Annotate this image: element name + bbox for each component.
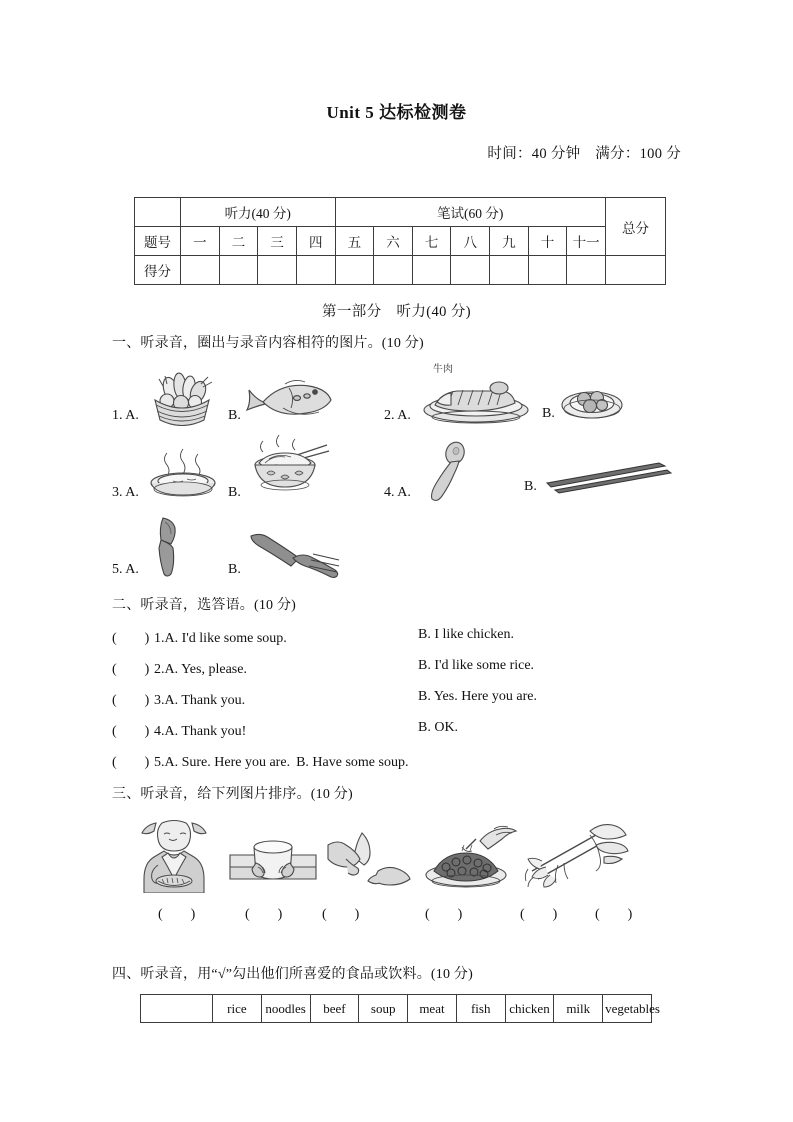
score-table-qnum-3: 三 (258, 227, 297, 256)
beef-plate-icon (415, 364, 537, 426)
q1-item-5-label-a: 5. A. (112, 562, 139, 577)
food-col-vegetables: vegetables (603, 995, 652, 1023)
soup-bowl-icon (143, 445, 223, 503)
q1-item-2-option-b[interactable] (542, 380, 625, 424)
score-cell-3[interactable] (258, 256, 297, 285)
q1-item-4-label-a: 4. A. (384, 485, 411, 500)
q3-answer-paren-4[interactable]: ( ) (425, 907, 463, 922)
q2-item-5[interactable] (112, 751, 692, 771)
q2-item-4[interactable] (112, 720, 692, 740)
q2-item-3[interactable] (112, 689, 692, 709)
q3-answer-paren-2[interactable]: ( ) (245, 907, 283, 922)
question-4-heading: 四、听录音，用“√”勾出他们所喜爱的食品或饮料。(10 分) (112, 967, 473, 982)
q2-item-4-number: 4. (154, 724, 165, 739)
knife-icon (143, 514, 195, 580)
page-title (0, 98, 793, 123)
score-cell-10[interactable] (528, 256, 567, 285)
question-1-row-2 (112, 435, 692, 505)
score-table-qnum-9: 九 (490, 227, 529, 256)
score-table-group-row (135, 198, 666, 227)
score-table-number-row (135, 227, 666, 256)
score-cell-11[interactable] (567, 256, 606, 285)
food-col-milk: milk (554, 995, 603, 1023)
q1-item-3-label-b: B. (228, 485, 241, 500)
score-table-qnum-10: 十 (528, 227, 567, 256)
q2-item-4-option-a[interactable]: A. Thank you! (164, 724, 247, 739)
q2-answer-paren-1[interactable]: ( ) (112, 631, 150, 646)
food-col-chicken: chicken (505, 995, 554, 1023)
q2-item-2-option-b[interactable]: B. I'd like some rice. (418, 658, 535, 673)
q2-item-3-option-b[interactable]: B. Yes. Here you are. (418, 689, 537, 704)
beef-caption: 牛肉 (432, 364, 453, 375)
q2-answer-paren-4[interactable]: ( ) (112, 724, 150, 739)
score-cell-7[interactable] (412, 256, 451, 285)
q1-item-5-option-a[interactable] (112, 514, 195, 580)
q1-item-1-option-a[interactable] (112, 370, 221, 426)
score-table-qnum-6: 六 (374, 227, 413, 256)
q1-item-1-label-a: 1. A. (112, 408, 139, 423)
q1-item-3-option-a[interactable] (112, 445, 223, 503)
q1-item-5-label-b: B. (228, 562, 241, 577)
q1-item-5-option-b[interactable] (228, 524, 355, 580)
food-col-meat: meat (408, 995, 457, 1023)
score-cell-5[interactable] (335, 256, 374, 285)
chopsticks-icon (541, 457, 673, 497)
question-3-answer-row (130, 903, 675, 923)
q1-item-4-option-a[interactable] (384, 441, 475, 503)
q3-answer-paren-1[interactable]: ( ) (158, 907, 196, 922)
score-cell-total[interactable] (606, 256, 666, 285)
score-table-written-header: 笔试(60 分) (335, 198, 606, 227)
q1-item-4-label-b: B. (524, 479, 537, 494)
score-cell-2[interactable] (219, 256, 258, 285)
question-1-row-3 (112, 512, 692, 582)
food-table-corner-cell (141, 995, 213, 1023)
q2-item-1[interactable] (112, 627, 692, 647)
q2-item-2-number: 2. (154, 662, 165, 677)
q1-item-4-option-b[interactable] (524, 457, 673, 497)
score-table-qnum-8: 八 (451, 227, 490, 256)
girl-eating-icon (134, 817, 214, 893)
score-table-score-row (135, 256, 666, 285)
hand-with-knife-icon (326, 831, 412, 893)
q3-answer-paren-5[interactable]: ( ) (520, 907, 558, 922)
food-col-beef: beef (310, 995, 359, 1023)
q2-item-2[interactable] (112, 658, 692, 678)
question-1-row-1 (112, 358, 692, 428)
q2-item-3-option-a[interactable]: A. Thank you. (164, 693, 246, 708)
q2-answer-paren-2[interactable]: ( ) (112, 662, 150, 677)
score-cell-8[interactable] (451, 256, 490, 285)
score-table-corner-cell (135, 198, 181, 227)
question-4-food-table (140, 994, 660, 1023)
q2-item-5-option-b[interactable]: B. Have some soup. (296, 755, 409, 770)
q2-answer-paren-5[interactable]: ( ) (112, 755, 150, 770)
score-table-qnum-11: 十一 (567, 227, 606, 256)
question-2-heading: 二、听录音，选答语。(10 分) (112, 598, 297, 613)
exam-meta-line: 时间：40 分钟 满分：100 分 (487, 146, 681, 162)
score-cell-6[interactable] (374, 256, 413, 285)
score-table-qnum-4: 四 (296, 227, 335, 256)
fork-icon (245, 524, 355, 580)
noodles-bowl-icon (245, 433, 341, 503)
q1-item-1-option-b[interactable] (228, 376, 337, 426)
eggs-plate-icon (559, 380, 625, 424)
question-3-picture-strip (130, 818, 675, 893)
q2-item-3-number: 3. (154, 693, 165, 708)
score-table-row-label-number: 题号 (135, 227, 181, 256)
q1-item-3-option-b[interactable] (228, 433, 341, 503)
q2-item-1-number: 1. (154, 631, 165, 646)
spoon-icon (415, 441, 475, 503)
fish-icon (245, 376, 337, 426)
q1-item-2-label-b: B. (542, 406, 555, 421)
q2-item-5-number: 5. (154, 755, 165, 770)
score-table-qnum-2: 二 (219, 227, 258, 256)
part-1-heading: 第一部分 听力(40 分) (322, 304, 471, 320)
q2-item-5-option-a[interactable]: A. Sure. Here you are. (164, 755, 291, 770)
score-table-row-label-score: 得分 (135, 256, 181, 285)
score-cell-1[interactable] (181, 256, 220, 285)
fork-with-noodles-plate-icon (422, 823, 522, 893)
q3-answer-paren-3[interactable]: ( ) (322, 907, 360, 922)
q1-item-3-label-a: 3. A. (112, 485, 139, 500)
score-table-total-header: 总分 (606, 198, 666, 256)
vegetables-basket-icon (143, 370, 221, 426)
q2-item-2-option-a[interactable]: A. Yes, please. (164, 662, 247, 677)
question-1-heading: 一、听录音，圈出与录音内容相符的图片。(10 分) (112, 336, 424, 351)
q1-item-1-label-b: B. (228, 408, 241, 423)
food-col-rice: rice (213, 995, 262, 1023)
page-title-cn: 达标检测卷 (379, 103, 467, 122)
score-table-qnum-1: 一 (181, 227, 220, 256)
q2-item-1-option-b[interactable]: B. I like chicken. (418, 627, 515, 642)
q2-item-4-option-b[interactable]: B. OK. (418, 720, 459, 735)
score-table (134, 197, 666, 285)
score-table-listening-header: 听力(40 分) (181, 198, 336, 227)
food-col-noodles: noodles (261, 995, 310, 1023)
food-col-fish: fish (456, 995, 505, 1023)
hands-holding-bowl-icon (228, 833, 318, 893)
score-cell-9[interactable] (490, 256, 529, 285)
q1-item-2-label-a: 2. A. (384, 408, 411, 423)
chopsticks-picking-food-icon (524, 821, 630, 893)
score-cell-4[interactable] (296, 256, 335, 285)
food-col-soup: soup (359, 995, 408, 1023)
q3-answer-paren-6[interactable]: ( ) (595, 907, 633, 922)
food-table-header-row (141, 995, 652, 1023)
q2-answer-paren-3[interactable]: ( ) (112, 693, 150, 708)
question-3-heading: 三、听录音，给下列图片排序。(10 分) (112, 787, 353, 802)
page-title-unit: Unit 5 (326, 103, 375, 122)
q1-item-2-option-a[interactable] (384, 364, 537, 426)
score-table-qnum-7: 七 (412, 227, 451, 256)
score-table-qnum-5: 五 (335, 227, 374, 256)
q2-item-1-option-a[interactable]: A. I'd like some soup. (164, 631, 287, 646)
